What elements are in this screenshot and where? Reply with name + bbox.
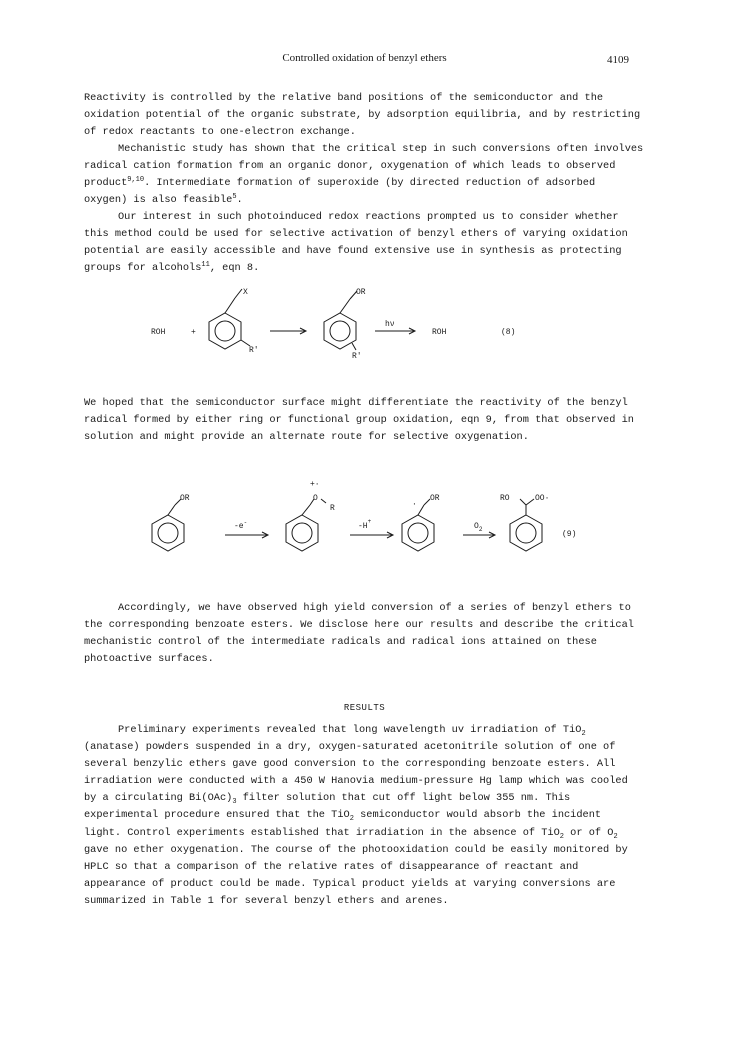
text: (anatase) powders suspended in a dry, oxygen-saturated acetonitrile solution of one of several benzylic ethers gave good conversion to the corresponding benzoate esters. All irradiation were conducted with a 450 W Hanovia medium-pressure Hg lamp which was cooled by a circulating Bi(OAc): [84, 741, 628, 805]
paragraph-mechanistic-study: [84, 141, 644, 209]
benzene-ring: [402, 515, 434, 551]
text: or of O: [564, 826, 614, 839]
aromatic-circle: [330, 321, 350, 341]
aromatic-circle: [516, 523, 536, 543]
section-heading-results: RESULTS: [343, 703, 386, 713]
radical-cation-charge: +·: [310, 480, 320, 489]
benzene-ring: [152, 515, 184, 551]
text: .: [236, 194, 243, 207]
minus-e-superscript: -: [243, 519, 248, 526]
substituent-x: X: [243, 288, 248, 297]
citation: 5: [232, 193, 237, 202]
equation-number: (8): [501, 328, 516, 337]
aromatic-circle: [408, 523, 428, 543]
paragraph-band-positions: Reactivity is controlled by the relative band positions of the semiconductor and the oxidation potential of the organic substrate, by adsorption equilibria, and by restricting of redox reactants to one-electron exchange.: [84, 92, 641, 139]
benzene-ring: [510, 515, 542, 551]
page-number: 4109: [607, 54, 629, 66]
peroxy-radical: OO·: [535, 494, 550, 503]
r-group: R: [330, 504, 335, 513]
substituent-or: OR: [356, 288, 366, 297]
plus-sign: +: [191, 328, 196, 337]
ro-group: RO: [500, 494, 510, 503]
equation-9-scheme: [0, 478, 729, 558]
subscript: 2: [349, 815, 354, 824]
minus-h-superscript: +: [367, 518, 372, 525]
aromatic-circle: [158, 523, 178, 543]
hv-label: hν: [385, 320, 395, 329]
radical-dot: ·: [412, 500, 417, 509]
minus-h: -H: [358, 522, 368, 531]
benzene-ring: [209, 313, 241, 349]
text: Preliminary experiments revealed that long wavelength uv irradiation of TiO: [118, 724, 582, 736]
text: gave no ether oxygenation. The course of the photooxidation could be easily monitored by HPLC so that a comparison of the relative rates of disappearance of reactant and appearance of product could be made. Typical product yields at varying conversions are summarized in Table 1 for several benzyl ethers and arenes.: [84, 843, 628, 907]
paragraph-accordingly: Accordingly, we have observed high yield conversion of a series of benzyl ethers to the corresponding benzoate esters. We disclose here our results and describe the critical mechanistic control of the intermediate radicals and radical ions attained on these photoactive surfaces.: [84, 602, 634, 666]
subscript: 2: [559, 832, 564, 841]
benzene-ring: [324, 313, 356, 349]
product-roh: ROH: [432, 328, 447, 337]
subscript: 2: [581, 730, 586, 738]
minus-electron-label: [234, 519, 247, 531]
substituent-or: OR: [430, 494, 440, 503]
text: filter solution that cut off light below 355 nm. This experimental procedure ensured that the TiO: [84, 792, 571, 822]
text: . Intermediate formation of superoxide (by directed reduction of adsorbed oxygen) is also feasible: [84, 177, 596, 207]
minus-proton-label: [358, 518, 372, 531]
text: Mechanistic study has shown that the critical step in such conversions often involves radical cation formation from an organic donor, oxygenation of which leads to observed product: [84, 143, 644, 190]
citation: 11: [201, 261, 210, 270]
running-head: [0, 52, 729, 72]
paragraph-our-interest: [84, 209, 644, 277]
o2: O: [474, 522, 479, 531]
subscript: 3: [232, 798, 237, 807]
aromatic-circle: [215, 321, 235, 341]
text: Our interest in such photoinduced redox reactions prompted us to consider whether this method could be used for selective activation of benzyl ethers of varying oxidation potential are easily accessible and have found extensive use in synthesis as protecting groups for alcohols: [84, 211, 628, 275]
substituent-or: OR: [180, 494, 190, 503]
citation: 9,10: [127, 176, 145, 185]
paragraph-we-hoped: We hoped that the semiconductor surface might differentiate the reactivity of the benzyl radical formed by either ring or functional group oxidation, eqn 9, from that observed in solution and might provide an alternate route for selective oxygenation.: [84, 397, 634, 444]
paragraph-preliminary-experiments: [84, 722, 644, 910]
equation-8-scheme: [0, 282, 729, 372]
substituent-r-prime: R': [249, 346, 259, 355]
o2-subscript: 2: [478, 526, 483, 533]
benzene-ring: [286, 515, 318, 551]
text: , eqn 8.: [209, 262, 260, 275]
equation-number: (9): [562, 530, 577, 539]
minus-e: -e: [234, 522, 244, 531]
oxygen-reagent-label: [474, 522, 483, 533]
aromatic-circle: [292, 523, 312, 543]
subscript: 2: [613, 832, 618, 841]
reagent-roh: ROH: [151, 328, 166, 337]
substituent-r-prime: R': [352, 352, 362, 361]
oxygen-atom: O: [313, 494, 318, 503]
text: semiconductor would absorb the incident light. Control experiments established that irradiation in the absence of TiO: [84, 809, 602, 839]
running-title: Controlled oxidation of benzyl ethers: [282, 52, 447, 64]
